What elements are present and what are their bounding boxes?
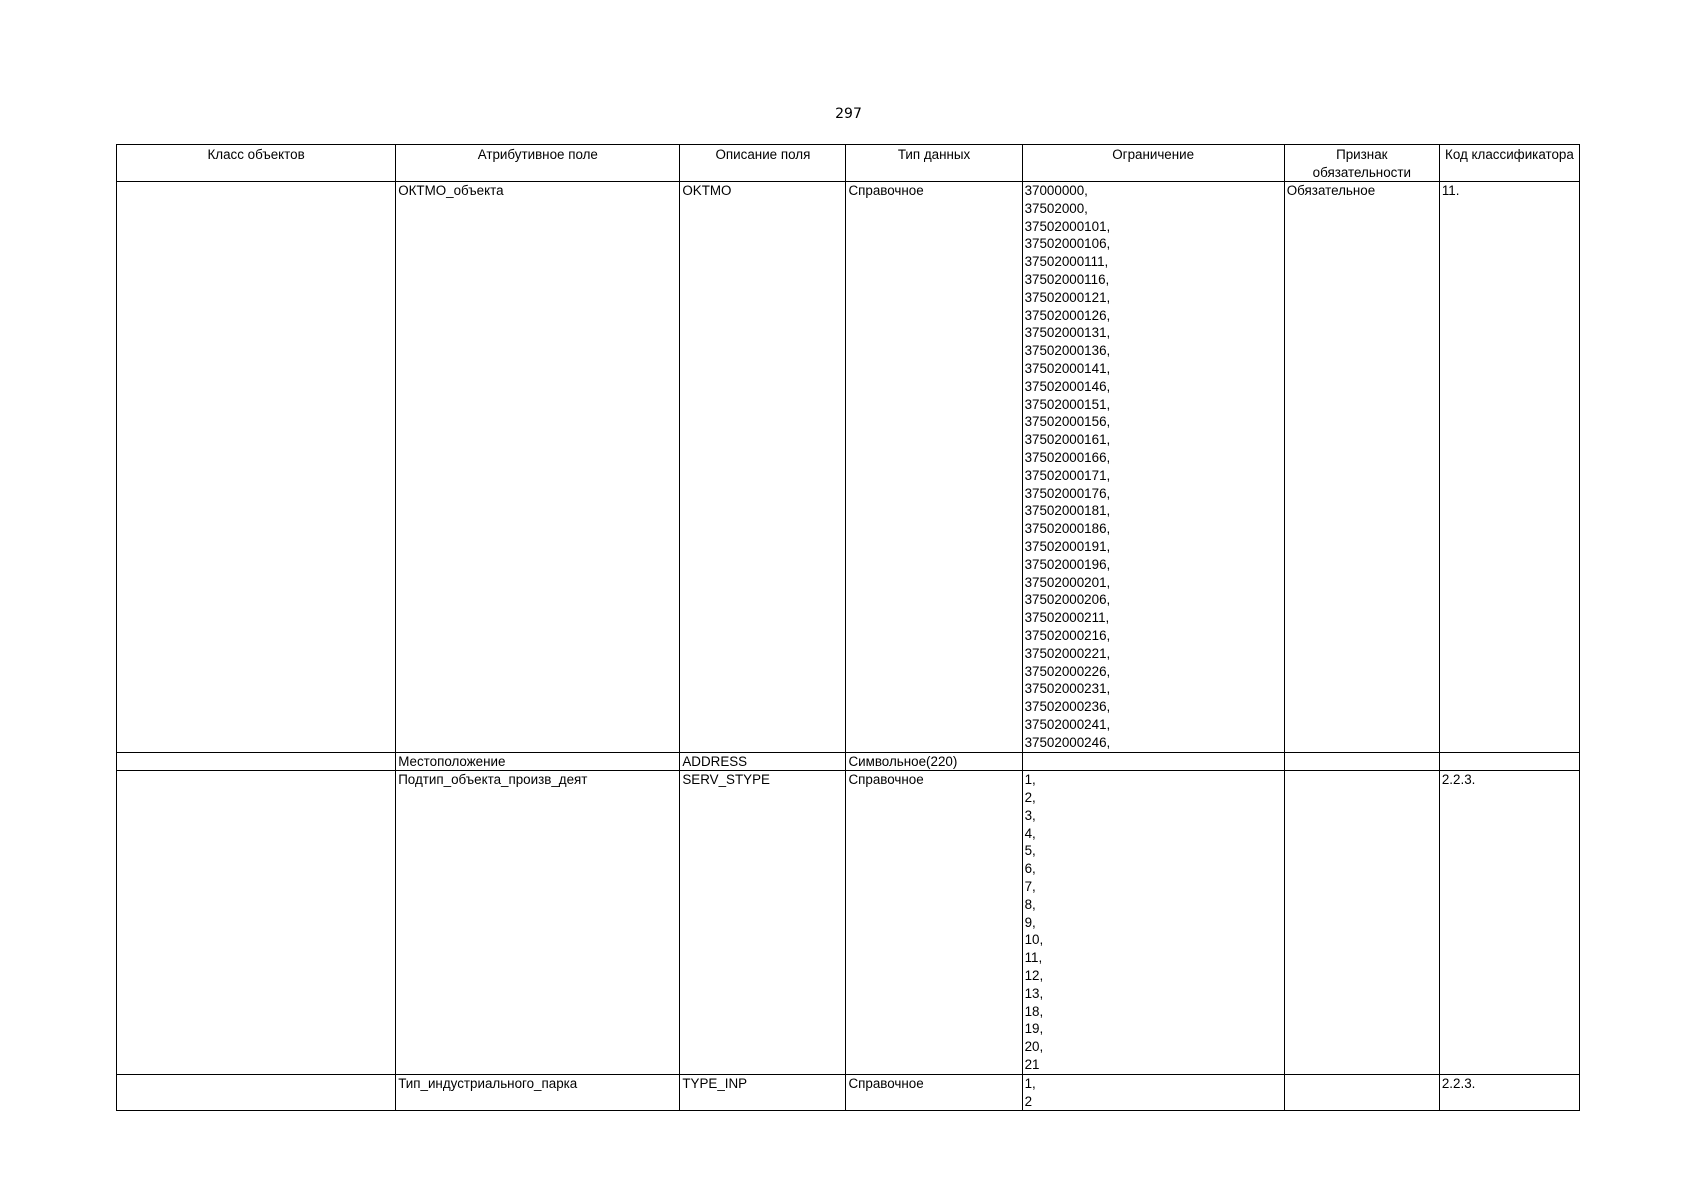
- cell-code: [1439, 752, 1579, 771]
- cell-attribute: ОКТМО_объекта: [396, 182, 680, 753]
- constraint-value: 37502000166,: [1024, 449, 1111, 465]
- cell-attribute: Подтип_объекта_произв_деят: [396, 771, 680, 1075]
- header-class: Класс объектов: [117, 145, 396, 182]
- constraint-value: 12,: [1024, 968, 1044, 984]
- constraint-value: 37502000231,: [1024, 681, 1111, 697]
- constraint-value: 37502000126,: [1024, 307, 1111, 323]
- table-row: [117, 771, 1580, 1075]
- cell-attribute: Тип_индустриального_парка: [396, 1074, 680, 1111]
- constraint-value: 37502000196,: [1024, 556, 1111, 572]
- cell-required: Обязательное: [1284, 182, 1439, 753]
- constraint-value: 37502000186,: [1024, 521, 1111, 537]
- cell-class: [117, 1074, 396, 1111]
- cell-data-type: Справочное: [846, 1074, 1022, 1111]
- constraint-value: 37502000201,: [1024, 574, 1111, 590]
- constraint-value: 37502000236,: [1024, 699, 1111, 715]
- cell-constraint: [1022, 752, 1284, 771]
- header-code: Код классификатора: [1439, 145, 1579, 182]
- attribute-table: [116, 144, 1580, 1111]
- constraint-value: 1,: [1024, 772, 1036, 788]
- table-header-row: [117, 145, 1580, 182]
- constraint-value: 2,: [1024, 790, 1036, 806]
- constraint-value: 4,: [1024, 825, 1036, 841]
- constraint-value: 1,: [1024, 1075, 1036, 1091]
- cell-description: OKTMO: [680, 182, 846, 753]
- constraint-value: 19,: [1024, 1021, 1044, 1037]
- cell-code: 2.2.3.: [1439, 1074, 1579, 1111]
- cell-required: [1284, 752, 1439, 771]
- constraint-value: 37502000151,: [1024, 396, 1111, 412]
- header-constraint: Ограничение: [1022, 145, 1284, 182]
- constraint-value: 6,: [1024, 861, 1036, 877]
- constraint-value: 7,: [1024, 879, 1036, 895]
- cell-code: 2.2.3.: [1439, 771, 1579, 1075]
- constraint-value: 37502000101,: [1024, 218, 1111, 234]
- constraint-value: 37502000206,: [1024, 592, 1111, 608]
- cell-description: ADDRESS: [680, 752, 846, 771]
- page-number: 297: [835, 106, 862, 122]
- constraint-value: 37502000131,: [1024, 325, 1111, 341]
- constraint-value: 37502000171,: [1024, 467, 1111, 483]
- cell-constraint: [1022, 182, 1284, 753]
- table-row: [117, 1074, 1580, 1111]
- constraint-value: 37502000121,: [1024, 289, 1111, 305]
- header-description: Описание поля: [680, 145, 846, 182]
- constraint-value: 37502000146,: [1024, 378, 1111, 394]
- constraint-value: 18,: [1024, 1003, 1044, 1019]
- constraint-value: 37502000116,: [1024, 271, 1110, 287]
- constraint-value: 37000000,: [1024, 183, 1088, 198]
- cell-class: [117, 771, 396, 1075]
- header-data-type: Тип данных: [846, 145, 1022, 182]
- constraint-value: 37502000211,: [1024, 610, 1110, 626]
- constraint-value: 8,: [1024, 896, 1036, 912]
- constraint-value: 37502000216,: [1024, 627, 1111, 643]
- constraint-value: 37502000161,: [1024, 432, 1111, 448]
- cell-attribute: Местоположение: [396, 752, 680, 771]
- constraint-value: 13,: [1024, 985, 1044, 1001]
- constraint-value: 5,: [1024, 843, 1036, 859]
- cell-constraint: [1022, 1074, 1284, 1111]
- cell-class: [117, 752, 396, 771]
- cell-constraint: [1022, 771, 1284, 1075]
- constraint-value: 11,: [1024, 950, 1043, 966]
- constraint-value: 37502000156,: [1024, 414, 1111, 430]
- cell-data-type: Символьное(220): [846, 752, 1022, 771]
- table-row: [117, 752, 1580, 771]
- cell-required: [1284, 1074, 1439, 1111]
- constraint-value: 37502000,: [1024, 200, 1088, 216]
- constraint-value: 37502000141,: [1024, 360, 1111, 376]
- constraint-value: 37502000136,: [1024, 343, 1111, 359]
- constraint-value: 37502000106,: [1024, 236, 1111, 252]
- header-required: Признак обязательности: [1284, 145, 1439, 182]
- constraint-value: 37502000226,: [1024, 663, 1111, 679]
- cell-class: [117, 182, 396, 753]
- constraint-value: 9,: [1024, 914, 1036, 930]
- constraint-value: 20,: [1024, 1039, 1044, 1055]
- constraint-value: 37502000181,: [1024, 503, 1111, 519]
- cell-required: [1284, 771, 1439, 1075]
- constraint-value: 37502000221,: [1024, 645, 1111, 661]
- cell-code: 11.: [1439, 182, 1579, 753]
- constraint-value: 21: [1024, 1057, 1040, 1073]
- cell-description: SERV_STYPE: [680, 771, 846, 1075]
- constraint-value: 10,: [1024, 932, 1044, 948]
- cell-data-type: Справочное: [846, 771, 1022, 1075]
- constraint-value: 37502000111,: [1024, 254, 1109, 270]
- table-row: [117, 182, 1580, 753]
- constraint-value: 37502000176,: [1024, 485, 1111, 501]
- constraint-value: 37502000191,: [1024, 538, 1111, 554]
- constraint-value: 3,: [1024, 807, 1036, 823]
- constraint-value: 37502000246,: [1024, 734, 1111, 750]
- header-attribute: Атрибутивное поле: [396, 145, 680, 182]
- constraint-value: 37502000241,: [1024, 716, 1111, 732]
- cell-data-type: Справочное: [846, 182, 1022, 753]
- cell-description: TYPE_INP: [680, 1074, 846, 1111]
- table-body: [117, 182, 1580, 1111]
- constraint-value: 2: [1024, 1093, 1033, 1109]
